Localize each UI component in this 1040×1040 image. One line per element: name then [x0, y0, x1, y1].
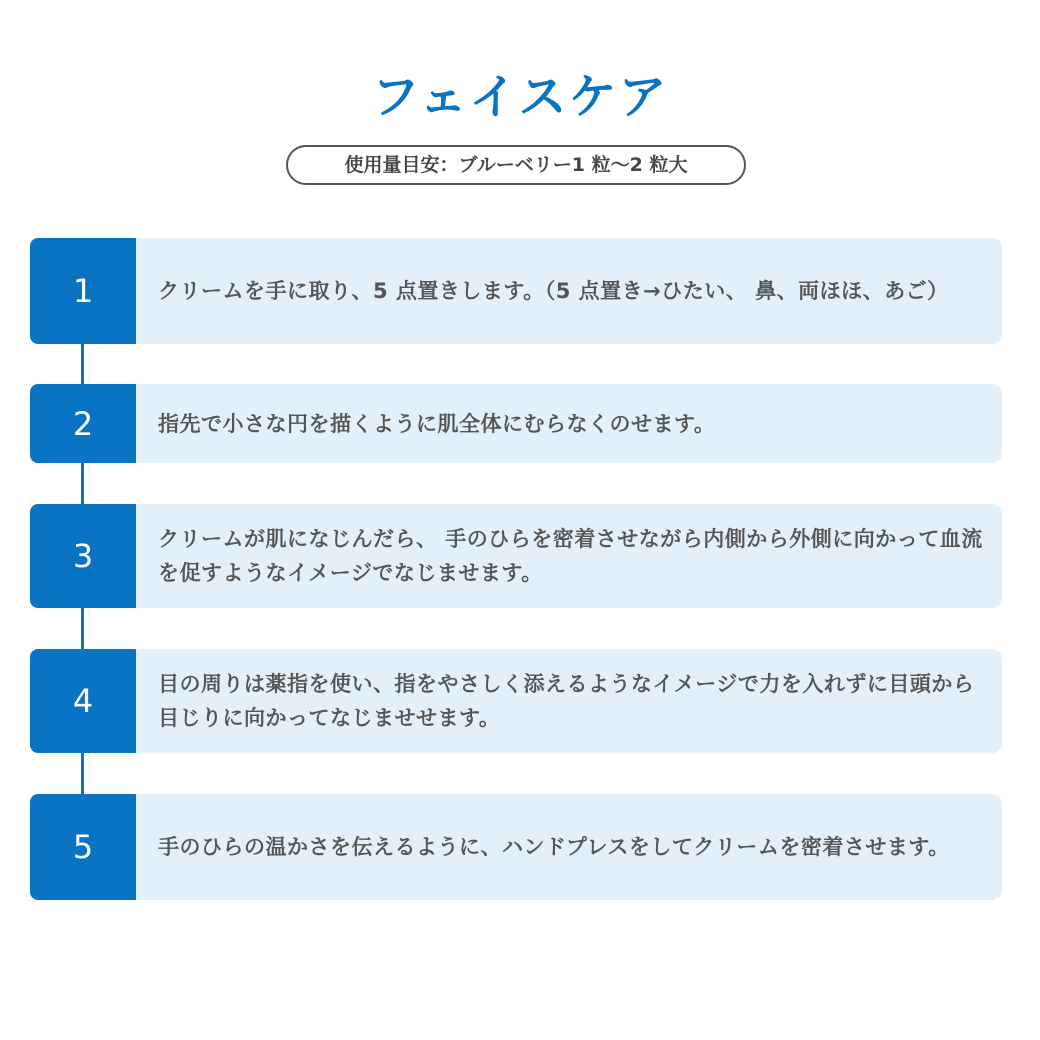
step-number: 2: [30, 384, 136, 463]
step-number: 3: [30, 504, 136, 608]
step-text: クリームが肌になじんだら、 手のひらを密着させながら内側から外側に向かって血流を促すようなイメージでなじませます。: [158, 527, 983, 585]
step-connector-4-5: [81, 753, 84, 794]
usage-amount-badge: 使用量目安：ブルーベリー1 粒〜2 粒大: [286, 145, 746, 185]
step-content: [136, 504, 1002, 608]
step-number: 1: [30, 238, 136, 344]
step-text: クリームを手に取り、5 点置きします。（5 点置き→ひたい、 鼻、両ほほ、あご）: [158, 279, 949, 303]
step-content: [136, 649, 1002, 753]
step-4: [30, 649, 1002, 753]
step-number: 4: [30, 649, 136, 753]
step-5: [30, 794, 1002, 900]
step-connector-3-4: [81, 608, 84, 649]
step-number: 5: [30, 794, 136, 900]
step-1: [30, 238, 1002, 344]
step-connector-1-2: [81, 344, 84, 384]
step-content: [136, 238, 1002, 344]
step-text: 手のひらの温かさを伝えるように、ハンドプレスをしてクリームを密着させます。: [158, 835, 950, 859]
step-connector-2-3: [81, 463, 84, 504]
step-content: [136, 794, 1002, 900]
step-3: [30, 504, 1002, 608]
page-title: フェイスケア: [371, 69, 669, 125]
step-text: 指先で小さな円を描くように肌全体にむらなくのせます。: [158, 411, 716, 436]
step-content: [136, 384, 1002, 463]
step-2: [30, 384, 1002, 463]
step-text: 目の周りは薬指を使い、指をやさしく添えるようなイメージで力を入れずに目頭から目じりに向かってなじませせます。: [158, 672, 975, 730]
